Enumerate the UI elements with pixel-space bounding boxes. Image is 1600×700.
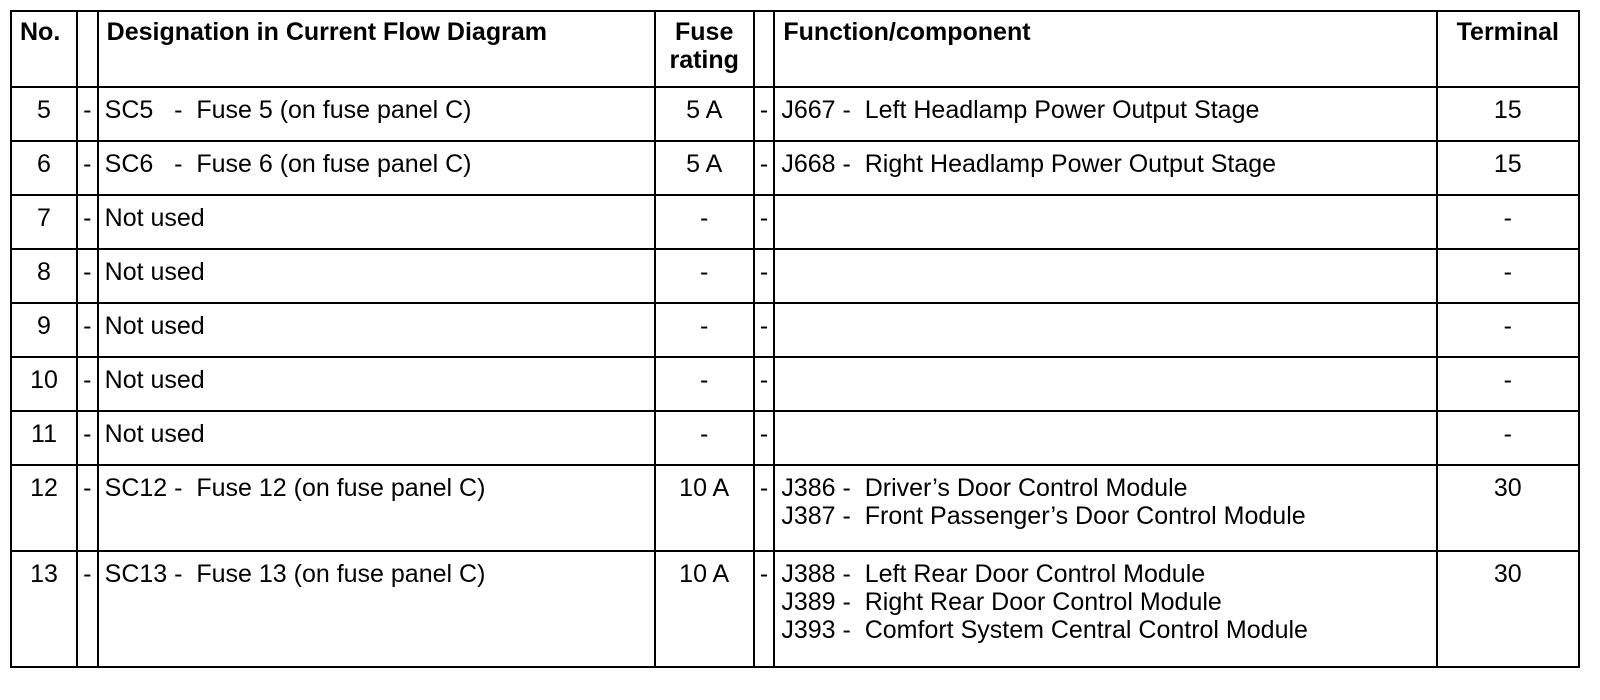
cell-fuse-rating: 10 A <box>655 465 754 551</box>
cell-no: 8 <box>11 249 77 303</box>
cell-no: 10 <box>11 357 77 411</box>
header-fuse-rating-line1: Fuse <box>675 18 734 46</box>
cell-designation: SC5 - Fuse 5 (on fuse panel C) <box>98 87 655 141</box>
cell-separator-1: - <box>77 195 98 249</box>
table-row <box>11 141 1579 195</box>
cell-fuse-rating: - <box>655 303 754 357</box>
table-row <box>11 249 1579 303</box>
header-separator-2 <box>754 11 775 87</box>
cell-function <box>774 551 1436 667</box>
cell-terminal: - <box>1437 411 1579 465</box>
cell-designation: Not used <box>98 195 655 249</box>
cell-separator-2: - <box>754 303 775 357</box>
cell-separator-2: - <box>754 195 775 249</box>
cell-no: 9 <box>11 303 77 357</box>
table-row <box>11 87 1579 141</box>
cell-designation: SC12 - Fuse 12 (on fuse panel C) <box>98 465 655 551</box>
table-row <box>11 357 1579 411</box>
function-line: J393 - Comfort System Central Control Module <box>781 616 1308 644</box>
cell-terminal: 30 <box>1437 465 1579 551</box>
function-line: J386 - Driver’s Door Control Module <box>781 474 1188 502</box>
cell-function <box>774 411 1436 465</box>
cell-terminal: - <box>1437 249 1579 303</box>
cell-separator-1: - <box>77 141 98 195</box>
cell-terminal: 15 <box>1437 141 1579 195</box>
function-line: J387 - Front Passenger’s Door Control Module <box>781 502 1306 530</box>
header-no: No. <box>11 11 77 87</box>
cell-fuse-rating: 5 A <box>655 141 754 195</box>
cell-separator-2: - <box>754 87 775 141</box>
cell-fuse-rating: - <box>655 195 754 249</box>
header-fuse-rating <box>655 11 754 87</box>
cell-function <box>774 249 1436 303</box>
cell-separator-2: - <box>754 465 775 551</box>
cell-terminal: 15 <box>1437 87 1579 141</box>
cell-function <box>774 357 1436 411</box>
function-line: J668 - Right Headlamp Power Output Stage <box>781 150 1277 178</box>
cell-no: 12 <box>11 465 77 551</box>
cell-separator-2: - <box>754 411 775 465</box>
cell-separator-2: - <box>754 141 775 195</box>
header-terminal: Terminal <box>1437 11 1579 87</box>
cell-no: 13 <box>11 551 77 667</box>
cell-separator-1: - <box>77 87 98 141</box>
cell-function <box>774 465 1436 551</box>
fuse-table-sheet <box>10 10 1580 668</box>
cell-no: 11 <box>11 411 77 465</box>
cell-terminal: - <box>1437 303 1579 357</box>
table-row <box>11 551 1579 667</box>
cell-separator-2: - <box>754 249 775 303</box>
cell-fuse-rating: 10 A <box>655 551 754 667</box>
cell-function <box>774 141 1436 195</box>
cell-designation: SC13 - Fuse 13 (on fuse panel C) <box>98 551 655 667</box>
cell-separator-2: - <box>754 357 775 411</box>
header-fuse-rating-line2: rating <box>669 46 739 74</box>
function-line: J389 - Right Rear Door Control Module <box>781 588 1222 616</box>
cell-no: 7 <box>11 195 77 249</box>
cell-designation: Not used <box>98 411 655 465</box>
table-row <box>11 411 1579 465</box>
cell-fuse-rating: - <box>655 357 754 411</box>
cell-fuse-rating: - <box>655 411 754 465</box>
fuse-allocation-table <box>10 10 1580 668</box>
cell-separator-1: - <box>77 357 98 411</box>
cell-designation: Not used <box>98 249 655 303</box>
cell-function <box>774 87 1436 141</box>
cell-designation: Not used <box>98 357 655 411</box>
cell-terminal: 30 <box>1437 551 1579 667</box>
function-line: J388 - Left Rear Door Control Module <box>781 560 1206 588</box>
table-row <box>11 195 1579 249</box>
header-separator-1 <box>77 11 98 87</box>
cell-fuse-rating: - <box>655 249 754 303</box>
cell-function <box>774 303 1436 357</box>
cell-terminal: - <box>1437 357 1579 411</box>
header-designation: Designation in Current Flow Diagram <box>98 11 655 87</box>
cell-separator-1: - <box>77 411 98 465</box>
header-function: Function/component <box>774 11 1436 87</box>
table-row <box>11 465 1579 551</box>
cell-separator-1: - <box>77 303 98 357</box>
cell-function <box>774 195 1436 249</box>
table-header-row <box>11 11 1579 87</box>
cell-designation: Not used <box>98 303 655 357</box>
cell-no: 5 <box>11 87 77 141</box>
cell-fuse-rating: 5 A <box>655 87 754 141</box>
cell-separator-1: - <box>77 465 98 551</box>
cell-separator-1: - <box>77 551 98 667</box>
table-row <box>11 303 1579 357</box>
function-line: J667 - Left Headlamp Power Output Stage <box>781 96 1260 124</box>
cell-designation: SC6 - Fuse 6 (on fuse panel C) <box>98 141 655 195</box>
cell-terminal: - <box>1437 195 1579 249</box>
cell-separator-2: - <box>754 551 775 667</box>
cell-separator-1: - <box>77 249 98 303</box>
cell-no: 6 <box>11 141 77 195</box>
